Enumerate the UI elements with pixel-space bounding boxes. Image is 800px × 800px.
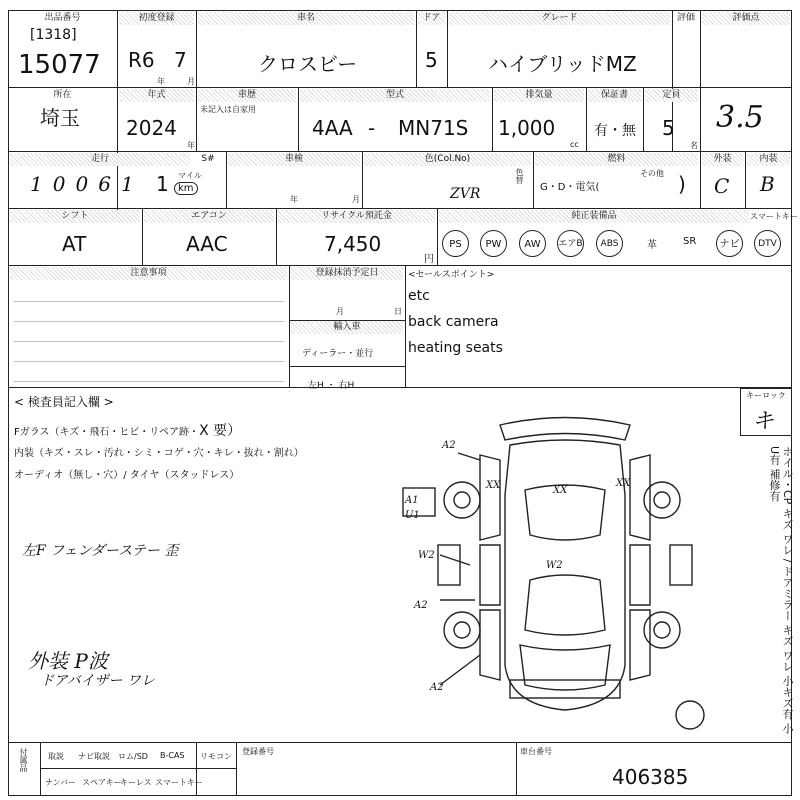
color-side-label: 色替	[515, 168, 524, 184]
fuel-value: G・D・電気(	[540, 182, 600, 193]
divider	[8, 265, 792, 266]
caution-lines	[14, 282, 284, 386]
warranty-label: 保証書	[588, 89, 641, 102]
divider	[586, 88, 587, 152]
chassis-number: 406385	[612, 765, 689, 789]
caution-label: 注意事項	[10, 267, 287, 280]
prefecture: 埼玉	[40, 106, 80, 130]
shift-label: シフト	[10, 210, 140, 223]
registration-label: 登録抹消予定日	[291, 267, 403, 280]
acc-bcas: B-CAS	[160, 751, 185, 760]
equip-ps: PS	[442, 230, 469, 257]
sales-point-2: back camera	[408, 314, 499, 330]
mark-a1: A1	[405, 495, 419, 506]
mark-u1: U1	[405, 510, 420, 521]
displacement: 1,000	[498, 116, 556, 140]
acc-spare-key: スペアキー	[82, 778, 122, 787]
divider	[700, 10, 701, 152]
yen-unit: 円	[424, 254, 434, 265]
divider	[405, 266, 406, 388]
equip-sr: SR	[683, 236, 697, 247]
fuel-label: 燃料	[535, 153, 698, 166]
inspection-year: 年	[290, 195, 298, 204]
inspection-month: 月	[352, 195, 360, 204]
smart-key-label: スマートキー	[750, 212, 798, 221]
aircon: AAC	[186, 232, 228, 256]
wheel-mirror-legend: ホイル・CP キズ ワレ / ドアミラー キズ ワレ 小キズ有 小U有 補修有	[768, 446, 794, 734]
divider	[142, 209, 143, 266]
divider	[533, 152, 534, 209]
inspection-label: 車検	[228, 153, 360, 166]
divider	[447, 10, 448, 88]
warranty: 有・無	[594, 123, 636, 139]
mileage-unit-km: km	[174, 182, 198, 195]
seats-unit: 名	[690, 141, 698, 150]
first-reg-era: R6	[128, 48, 155, 72]
sales-point-1: etc	[408, 288, 430, 304]
first-reg-month: 7	[174, 48, 187, 72]
reg-number-label: 登録番号	[242, 747, 274, 756]
model-prefix: 4AA	[312, 116, 353, 140]
inspector-note-1: 左F フェンダーステー 歪	[22, 543, 179, 559]
divider	[8, 208, 792, 209]
int-grade: B	[760, 172, 775, 196]
mark-w2-center: W2	[546, 560, 563, 571]
inspector-line-2: 内装（キズ・スレ・汚れ・シミ・コゲ・穴・キレ・抜れ・割れ）	[14, 448, 304, 459]
recycle-fee: 7,450	[324, 232, 382, 256]
divider	[40, 742, 41, 796]
acc-manual: 取説	[48, 752, 64, 761]
divider	[226, 152, 227, 209]
year-label: 年式	[119, 89, 194, 102]
divider	[276, 209, 277, 266]
sn-label: S#	[192, 153, 224, 166]
handle-value: 左H ・ 右H	[308, 381, 355, 391]
equip-navi: ナビ	[716, 230, 743, 257]
equip-dtv: DTV	[754, 230, 781, 257]
model-label: 型式	[300, 89, 490, 102]
divider	[8, 387, 792, 388]
displacement-label: 排気量	[494, 89, 584, 102]
import-value: ディーラー・並行	[302, 349, 374, 359]
doors: 5	[425, 48, 438, 72]
fuel-close: )	[678, 172, 686, 196]
sales-label: <セールスポイント>	[408, 270, 495, 280]
ext-label: 外装	[702, 153, 743, 166]
sales-point-3: heating seats	[408, 340, 503, 356]
lot-code: [1318]	[30, 27, 77, 43]
ext-grade: C	[714, 174, 730, 198]
equip-airbag: エアB	[557, 230, 584, 257]
acc-keyless: キーレス	[120, 778, 152, 787]
divider	[8, 742, 792, 743]
divider	[437, 209, 438, 266]
equipment-label: 純正装備品	[439, 210, 749, 223]
inspector-title: < 検査員記入欄 >	[14, 395, 114, 409]
acc-navi-manual: ナビ取説	[78, 752, 110, 761]
inspector-line-1: Fガラス（キズ・飛石・ヒビ・リペア跡・X 要）	[14, 423, 242, 439]
history-note: 未記入は自家用	[200, 105, 256, 114]
keylock-value: キ	[752, 409, 775, 434]
divider	[196, 10, 197, 152]
acc-number-plate: ナンバー	[45, 778, 77, 787]
model-code: MN71S	[398, 116, 469, 140]
car-name: クロスビー	[258, 52, 358, 76]
inspector-line-3: オーディオ（無し・穴）/ タイヤ（スタッドレス）	[14, 470, 240, 481]
divider	[40, 768, 236, 769]
mark-xx-left: XX	[486, 480, 501, 491]
mark-x-right: XX	[616, 478, 631, 489]
divider	[289, 366, 405, 367]
color-code: ZVR	[450, 186, 481, 202]
mark-a2-top: A2	[442, 440, 456, 451]
car-damage-diagram	[400, 405, 730, 735]
mileage-digits: 10061	[30, 172, 144, 196]
year-suffix-2: 年	[187, 141, 195, 150]
divider	[516, 742, 517, 796]
int-label: 内装	[747, 153, 790, 166]
score-value: 3.5	[716, 100, 764, 135]
divider	[8, 151, 792, 152]
divider	[236, 742, 237, 796]
seats: 5	[662, 116, 675, 140]
year: 2024	[126, 116, 177, 140]
divider	[643, 88, 644, 152]
aircon-label: エアコン	[144, 210, 274, 223]
month-suffix: 月	[187, 77, 195, 86]
mark-w2-left: W2	[418, 550, 435, 561]
chassis-label: 車台番号	[520, 747, 552, 756]
cc-unit: cc	[570, 140, 579, 149]
acc-smart-key: スマートキー	[155, 778, 203, 787]
first-reg-label: 初度登録	[119, 12, 194, 25]
mileage-last-digit: 1	[156, 172, 169, 196]
recycle-label: リサイクル預託金	[278, 210, 435, 223]
grade-label: グレード	[449, 12, 670, 25]
import-label: 輸入車	[291, 321, 403, 334]
seats-label: 定員	[645, 89, 698, 102]
fuel-other: その他	[640, 169, 664, 178]
divider	[362, 152, 363, 209]
mark-a2-left: A2	[414, 600, 428, 611]
doors-label: ドア	[418, 12, 445, 25]
inspector-note-2: 外装 P波	[28, 649, 108, 673]
divider	[492, 88, 493, 152]
year-suffix: 年	[157, 77, 165, 86]
divider	[298, 88, 299, 152]
divider	[8, 87, 792, 88]
divider	[416, 10, 417, 88]
car-name-label: 車名	[198, 12, 414, 25]
equip-abs: ABS	[596, 230, 623, 257]
inspector-note-3: ドアバイザー ワレ	[40, 673, 155, 689]
divider	[700, 152, 701, 209]
equip-leather: 革	[647, 240, 657, 251]
lot-label: 出品番号	[10, 12, 115, 25]
divider	[745, 152, 746, 209]
color-label: 色(Col.No)	[364, 153, 531, 166]
shift: AT	[62, 232, 87, 256]
lot-number: 15077	[18, 50, 101, 80]
keylock-label: キーロック	[742, 389, 790, 402]
mark-xx-roof: XX	[553, 485, 568, 496]
grade: ハイブリッドMZ	[488, 52, 637, 76]
mileage-label: 走行	[10, 153, 190, 166]
reg-day: 日	[394, 307, 402, 316]
prefecture-label: 所在	[10, 89, 115, 102]
score-label: 評価点	[702, 12, 790, 25]
history-label: 車歴	[198, 89, 296, 102]
divider	[289, 266, 290, 388]
acc-remote: リモコン	[200, 752, 232, 761]
model-dash: -	[368, 116, 376, 140]
mark-a2-bottom: A2	[430, 682, 444, 693]
acc-rom-sd: ロム/SD	[118, 752, 148, 761]
mileage-unit-mile: マイル	[178, 171, 202, 180]
accessory-label: 付属品	[19, 748, 28, 772]
score-side-label: 評価	[674, 12, 698, 25]
equip-aw: AW	[519, 230, 546, 257]
reg-month: 月	[336, 307, 344, 316]
equip-pw: PW	[480, 230, 507, 257]
